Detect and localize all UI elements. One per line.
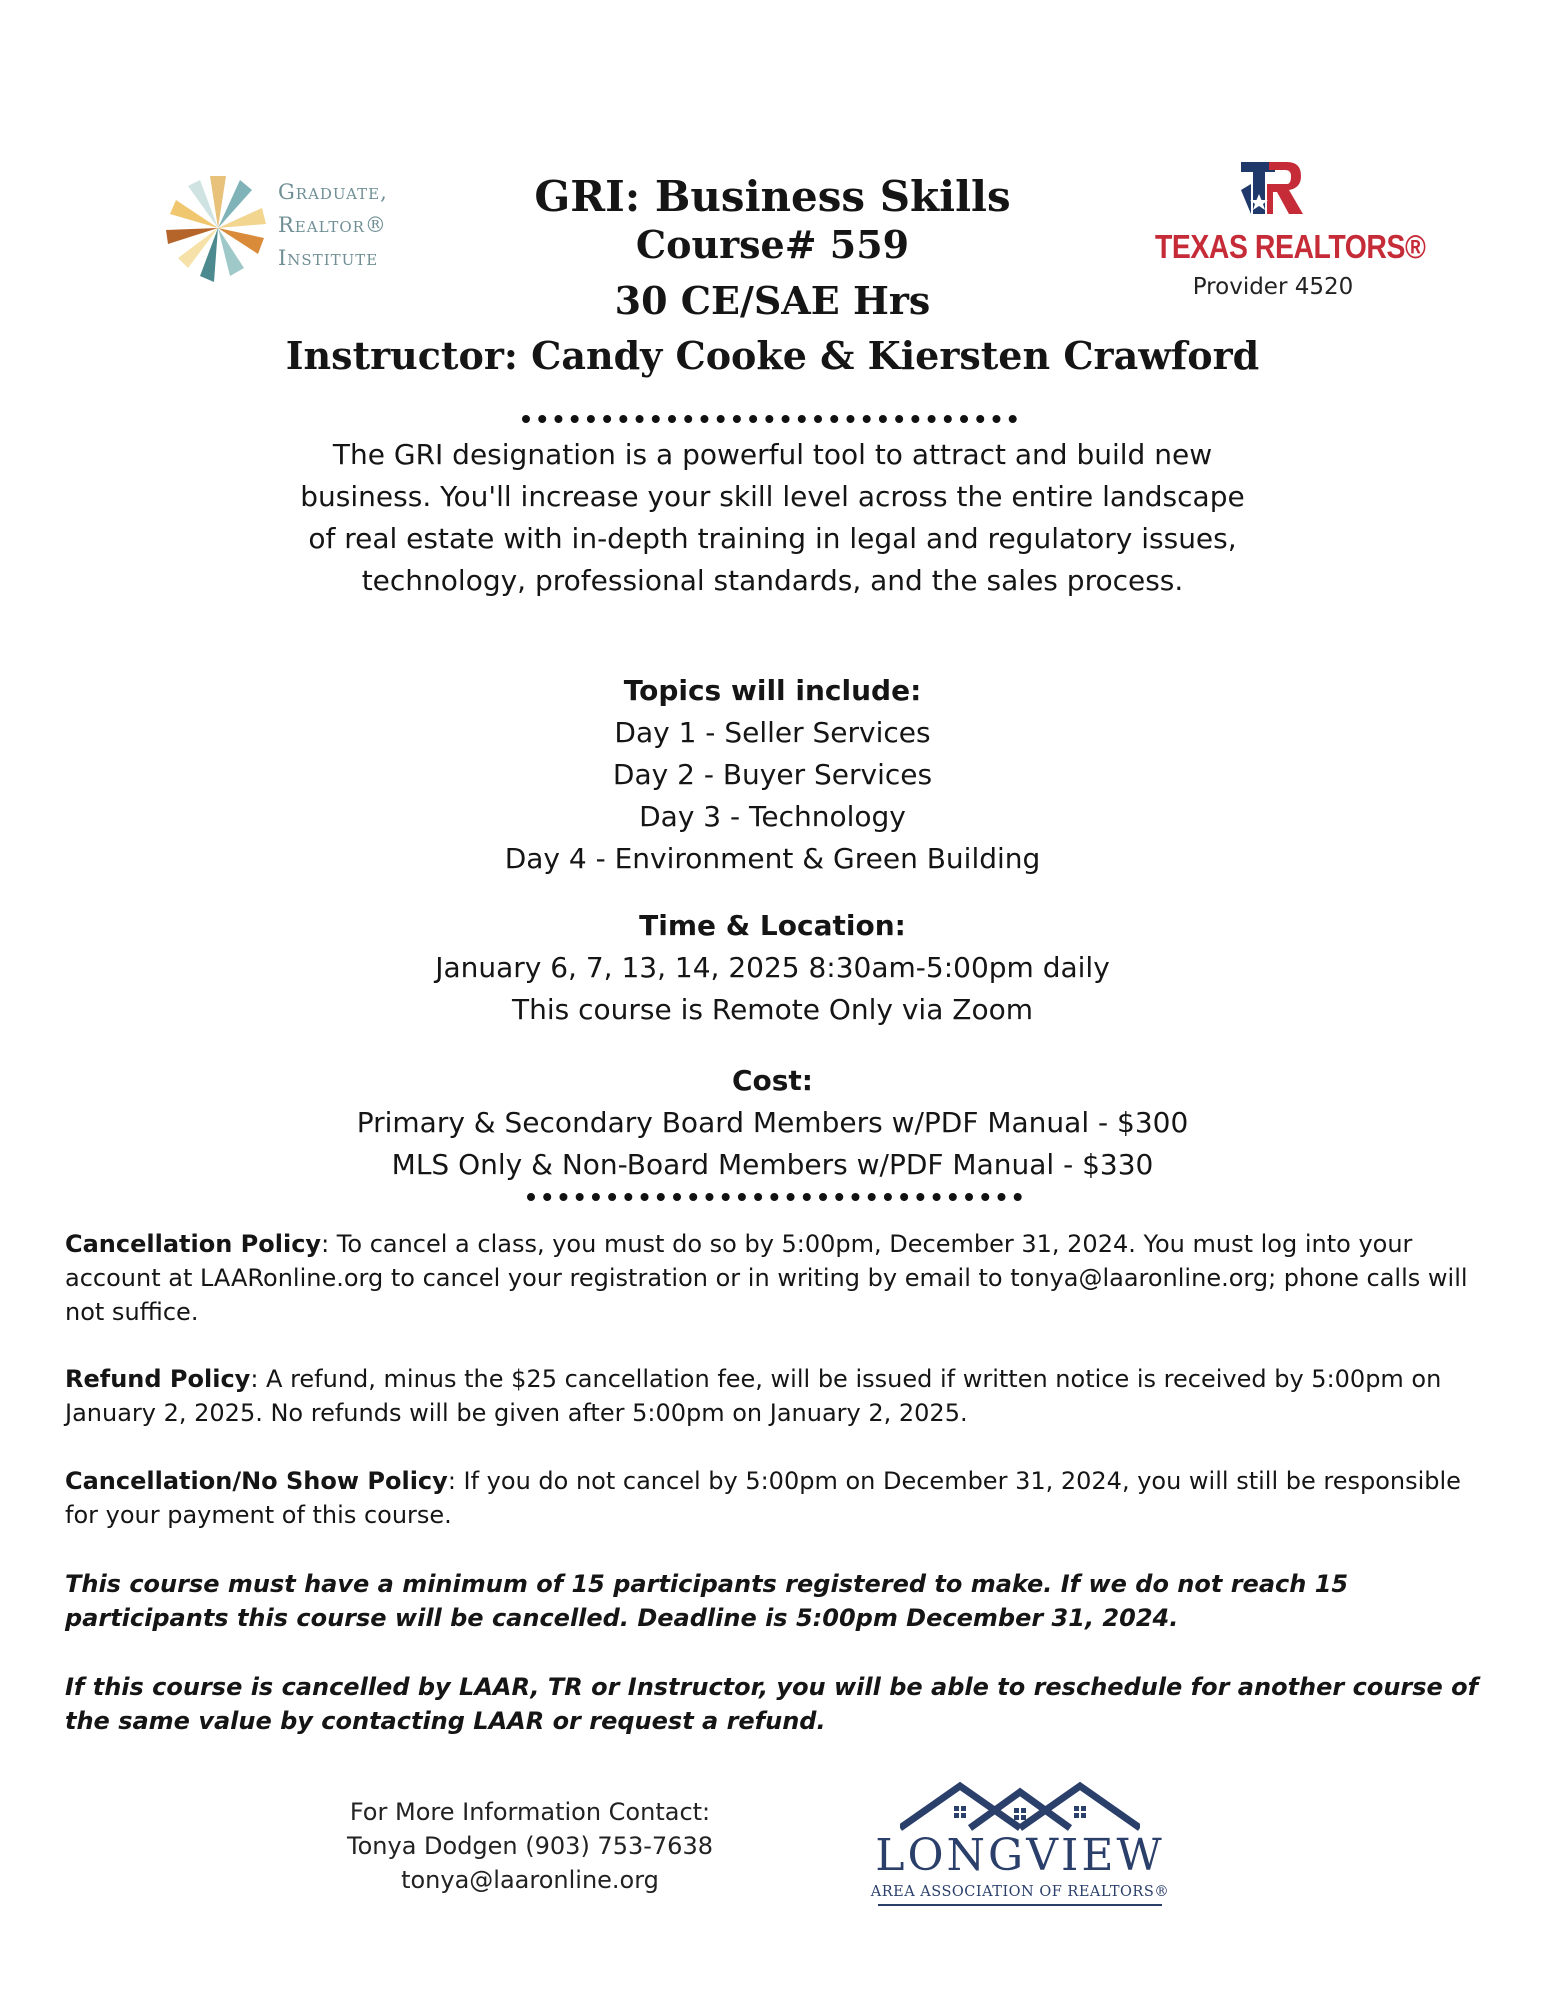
instructor-line: Instructor: Candy Cooke & Kiersten Crawford <box>285 333 1260 378</box>
longview-logo <box>870 1780 1170 1910</box>
topic-item: Day 2 - Buyer Services <box>612 758 933 791</box>
no-show-policy-text: : If you do not cancel by 5:00pm on December 31, 2024, you will still be responsible for your payment of this course. <box>65 1467 1461 1529</box>
refund-policy <box>65 1362 1490 1430</box>
minimum-participants-notice: This course must have a minimum of 15 participants registered to make. If we do not reach 15 participants this course will be cancelled. Deadline is 5:00pm December 31, 2024. <box>65 1570 1349 1632</box>
refund-policy-text: : A refund, minus the $25 cancellation fee, will be issued if written notice is received by 5:00pm on January 2, 2025. No refunds will be given after 5:00pm on January 2, 2025. <box>65 1365 1442 1427</box>
cost-section <box>0 1060 1545 1186</box>
course-dates: January 6, 7, 13, 14, 2025 8:30am-5:00pm daily <box>435 951 1110 984</box>
topic-item: Day 4 - Environment & Green Building <box>504 842 1041 875</box>
course-number: Course# 559 <box>635 222 910 267</box>
cost-heading: Cost: <box>731 1064 814 1097</box>
topics-heading: Topics will include: <box>623 674 922 707</box>
contact-email: tonya@laaronline.org <box>401 1866 659 1894</box>
longview-subtitle: AREA ASSOCIATION OF REALTORS® <box>870 1884 1170 1900</box>
gri-line-2: Realtor® <box>278 213 387 237</box>
provider-number: Provider 4520 <box>1192 274 1354 300</box>
no-show-policy <box>65 1464 1490 1532</box>
reschedule-notice: If this course is cancelled by LAAR, TR or Instructor, you will be able to reschedule for another course of the same value by contacting LAAR or request a refund. <box>65 1673 1479 1735</box>
contact-heading: For More Information Contact: <box>349 1798 711 1826</box>
course-location: This course is Remote Only via Zoom <box>512 993 1033 1026</box>
contact-block <box>330 1795 730 1897</box>
cancellation-policy-label: Cancellation Policy <box>65 1230 322 1258</box>
refund-policy-label: Refund Policy <box>65 1365 251 1393</box>
credit-hours: 30 CE/SAE Hrs <box>614 278 931 323</box>
time-location-section <box>0 905 1545 1031</box>
gri-line-3: Institute <box>278 246 379 270</box>
page-title: GRI: Business Skills <box>534 172 1011 221</box>
cost-primary: Primary & Secondary Board Members w/PDF Manual - $300 <box>356 1106 1189 1139</box>
no-show-policy-label: Cancellation/No Show Policy <box>65 1467 448 1495</box>
time-location-heading: Time & Location: <box>639 909 906 942</box>
dotted-divider-bottom <box>527 1193 1022 1201</box>
longview-wordmark: LONGVIEW <box>875 1830 1165 1881</box>
cost-mls: MLS Only & Non-Board Members w/PDF Manual - $330 <box>391 1148 1154 1181</box>
gri-line-1: Graduate, <box>278 180 388 204</box>
dotted-divider-top <box>522 415 1017 423</box>
cancellation-policy-text: : To cancel a class, you must do so by 5:00pm, December 31, 2024. You must log into your account at LAARonline.org to cancel your registration or in writing by email to tonya@laaronline.org; phone calls will not suffice. <box>65 1230 1468 1326</box>
intro-paragraph: The GRI designation is a powerful tool to attract and build new business. You'll increase your skill level across the entire landscape of real estate with in-depth training in legal and regulatory issues, technology, professional standards, and the sales process. <box>300 438 1245 597</box>
rooftops-icon <box>900 1780 1140 1836</box>
topic-item: Day 1 - Seller Services <box>614 716 931 749</box>
contact-name-phone: Tonya Dodgen (903) 753-7638 <box>347 1832 713 1860</box>
cancellation-policy <box>65 1227 1490 1329</box>
topics-section <box>0 670 1545 880</box>
tr-wordmark: TEXAS REALTORS® <box>1155 228 1426 265</box>
topic-item: Day 3 - Technology <box>639 800 906 833</box>
longview-underline <box>878 1904 1162 1906</box>
